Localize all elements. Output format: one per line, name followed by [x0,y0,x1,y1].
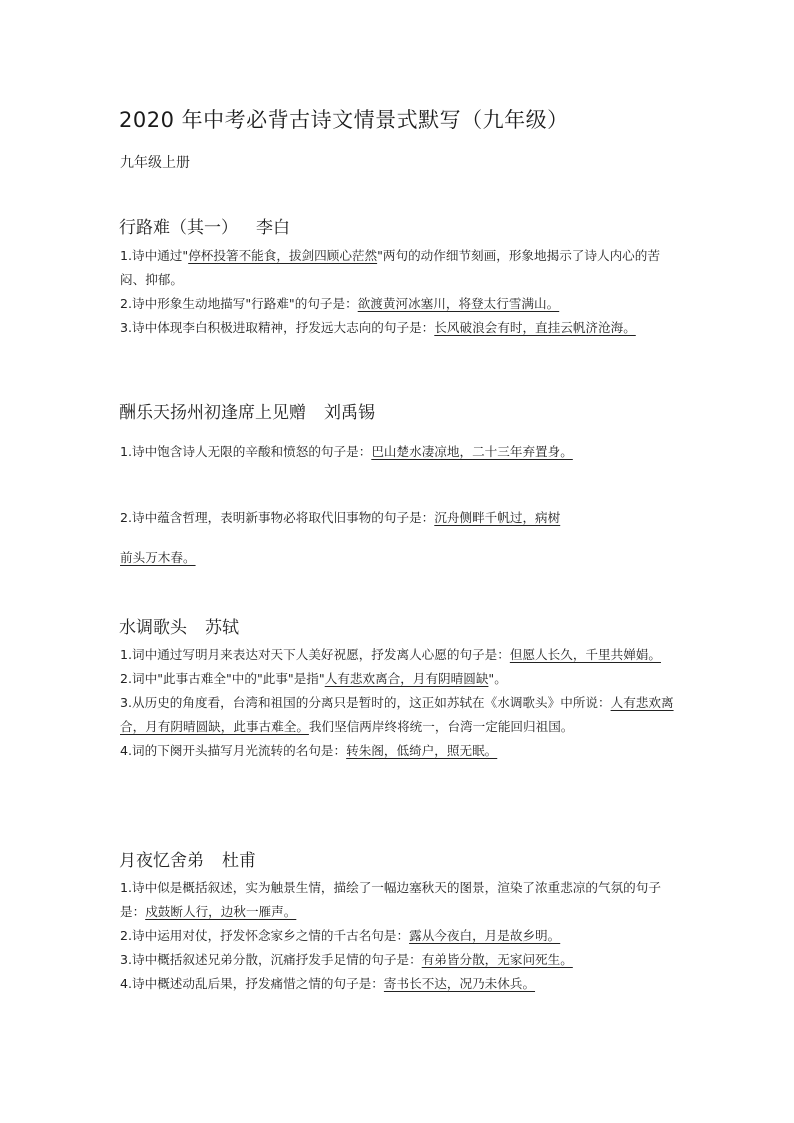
question-block [120,546,680,570]
answer-text: 停杯投箸不能食，拔剑四顾心茫然 [188,248,378,263]
poem-author: 李白 [256,218,290,238]
question-block [120,506,680,530]
question-block [120,643,680,763]
question-item: 3.诗中概括叙述兄弟分散，沉痛抒发手足情的句子是：有弟皆分散，无家问死生。 [120,952,573,967]
question-item: 4.词的下阕开头描写月光流转的名句是：转朱阁，低绮户，照无眠。 [120,743,498,758]
answer-text: 转朱阁，低绮户，照无眠。 [346,743,498,758]
answer-text: 长风破浪会有时，直挂云帆济沧海。 [434,320,636,335]
question-block [120,440,680,464]
answer-text: 人有悲欢离合，月有阴晴圆缺，此事古难全。 [120,695,674,734]
section-title [119,213,290,238]
question-item: 1.词中通过写明月来表达对天下人美好祝愿，抒发离人心愿的句子是：但愿人长久，千里共婵娟。 [120,647,661,662]
question-item: 1.诗中饱含诗人无限的辛酸和愤怒的句子是：巴山楚水凄凉地，二十三年弃置身。 [120,444,573,459]
answer-text: 但愿人长久，千里共婵娟。 [509,647,661,662]
answer-text: 有弟皆分散，无家问死生。 [421,952,573,967]
answer-text: 戍鼓断人行，边秋一雁声。 [145,904,297,919]
answer-text: 沉舟侧畔千帆过，病树 [434,510,561,525]
question-item: 2.诗中形象生动地描写"行路难"的句子是：欲渡黄河冰塞川，将登太行雪满山。 [120,296,560,311]
answer-text: 寄书长不达，况乃未休兵。 [383,976,536,991]
question-item [120,546,680,570]
question-item: 3.诗中体现李白积极进取精神，抒发远大志向的句子是：长风破浪会有时，直挂云帆济沧海。 [120,320,636,335]
answer-text: 人有悲欢离合，月有阴晴圆缺 [324,671,489,686]
section-title [119,846,256,871]
question-item: 1.诗中似是概括叙述，实为触景生情，描绘了一幅边塞秋天的图景，渲染了浓重悲凉的气氛的句子是：戍鼓断人行，边秋一雁声。 [120,880,661,919]
answer-text: 欲渡黄河冰塞川，将登太行雪满山。 [357,296,560,311]
page-subtitle: 九年级上册 [120,155,190,171]
question-item: 4.诗中概述动乱后果，抒发痛惜之情的句子是：寄书长不达，况乃未休兵。 [120,976,536,991]
poem-title: 月夜忆舍弟 [119,851,204,871]
question-item: 3.从历史的角度看，台湾和祖国的分离只是暂时的，这正如苏轼在《水调歌头》中所说：人有悲欢离合，月有阴晴圆缺，此事古难全。我们坚信两岸终将统一，台湾一定能回归祖国。 [120,695,674,734]
section-title [119,398,375,423]
question-item: 1.诗中通过"停杯投箸不能食，拔剑四顾心茫然"两句的动作细节刻画，形象地揭示了诗人内心的苦闷、抑郁。 [120,248,660,287]
question-block [120,244,680,340]
question-item: 2.诗中蕴含哲理，表明新事物必将取代旧事物的句子是：沉舟侧畔千帆过，病树 [120,510,561,525]
poem-author: 苏轼 [205,618,239,638]
answer-text: 巴山楚水凄凉地，二十三年弃置身。 [371,444,573,459]
page-title: 2020 年中考必背古诗文情景式默写（九年级） [119,108,569,132]
poem-title: 酬乐天扬州初逢席上见赠 [119,403,306,423]
section-title [119,613,239,638]
poem-author: 刘禹锡 [324,403,375,423]
question-block [120,876,680,996]
question-item: 2.词中"此事古难全"中的"此事"是指"人有悲欢离合，月有阴晴圆缺"。 [120,671,507,686]
poem-title: 行路难（其一） [119,218,238,238]
poem-author: 杜甫 [222,851,256,871]
poem-title: 水调歌头 [119,618,187,638]
answer-text: 露从今夜白，月是故乡明。 [409,928,561,943]
question-item: 2.诗中运用对仗，抒发怀念家乡之情的千古名句是：露从今夜白，月是故乡明。 [120,928,561,943]
answer-text: 前头万木春。 [120,550,196,565]
